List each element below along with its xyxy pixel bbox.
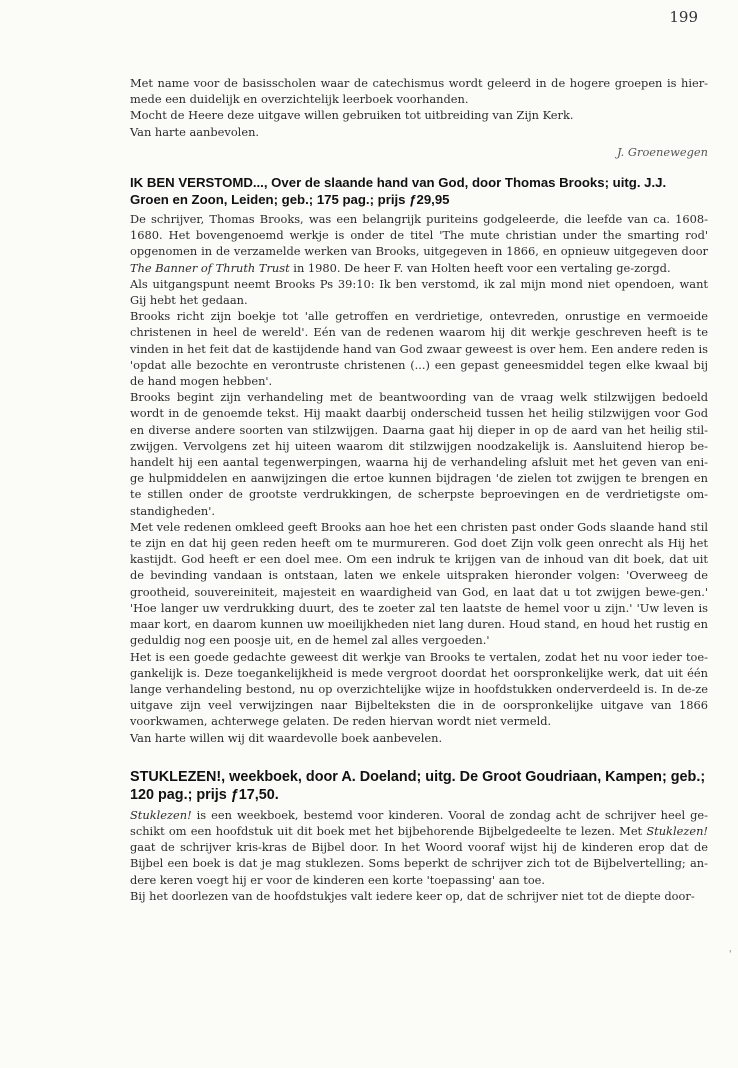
review-paragraph: Bij het doorlezen van de hoofdstukjes valt iedere keer op, dat de schrijver niet tot de diepte door- — [130, 888, 695, 903]
italic-title: Stuklezen! — [130, 807, 192, 822]
review-heading-stuklezen: STUKLEZEN!, weekboek, door A. Doeland; uitg. De Groot Goudriaan, Kampen; geb.; 120 pag.; prijs ƒ17,50. — [130, 768, 706, 803]
text-span: in 1980. De heer F. van Holten heeft voor een vertaling ge-zorgd. — [289, 260, 671, 275]
italic-title: Stuklezen! — [646, 823, 708, 838]
intro-paragraph: Van harte aanbevolen. — [130, 124, 260, 139]
review-paragraph: Van harte willen wij dit waardevolle boek aanbevelen. — [130, 730, 443, 745]
review-paragraph: Als uitgangspunt neemt Brooks Ps 39:10: Ik ben verstomd, ik zal mijn mond niet opendoen, want Gij hebt het gedaan. — [130, 276, 708, 308]
review-paragraph: Het is een goede gedachte geweest dit werkje van Brooks te vertalen, zodat het nu voor ieder toe-gankelijk is. Deze toegankelijkheid is mede vergroot doordat het oorspronkelijke werk, dat uit één lange verhandeling bestond, nu op overzichtelijke wijze in hoofdstukken onderverdeeld is. In de-ze uitgave zijn veel verwijzingen naar Bijbelteksten die in de oorspronkelijke uitgave van 1866 voorkwamen, achterwege gelaten. De reden hiervan wordt niet vermeld. — [130, 649, 708, 729]
review-heading-brooks: IK BEN VERSTOMD..., Over de slaande hand van God, door Thomas Brooks; uitg. J.J. Groen en Zoon, Leiden; geb.; 175 pag.; prijs ƒ29,95 — [130, 175, 667, 208]
margin-mark: ' — [729, 950, 732, 960]
italic-title: The Banner of Thruth Trust — [130, 260, 290, 275]
review-paragraph: Met vele redenen omkleed geeft Brooks aan hoe het een christen past onder Gods slaande hand stil te zijn en dat hij geen reden heeft om te murmureren. God doet Zijn volk geen onrecht als Hij het kastijdt. God heeft er een doel mee. Om een indruk te krijgen van de inhoud van dit boek, dat uit de bevinding vandaan is ontstaan, laten we enkele uitspraken hieronder volgen: 'Overweeg de grootheid, souvereiniteit, majesteit en waardigheid van God, en laat dat u tot zwijgen bewe-gen.' 'Hoe langer uw verdrukking duurt, des te zoeter zal ten laatste de hemel voor u zijn.' 'Uw leven is maar kort, en daarom kunnen uw moeilijkheden niet lang duren. Houd stand, en houd het rustig en geduldig nog een poosje uit, en de hemel zal alles vergoeden.' — [130, 519, 708, 648]
page-content — [130, 75, 708, 904]
text-span: De schrijver, Thomas Brooks, was een belangrijk puriteins godgeleerde, die leefde van ca. 1608-1680. Het bovengenoemd werkje is onder de titel 'The mute christian under the smarting rod' opgenomen in de verzamelde werken van Brooks, uitgegeven in 1866, en opnieuw uitgegeven door — [130, 212, 708, 259]
intro-paragraph: Mocht de Heere deze uitgave willen gebruiken tot uitbreiding van Zijn Kerk. — [130, 108, 574, 123]
text-span: is een weekboek, bestemd voor kinderen. Vooral de zondag acht de schrijver heel ge-schikt om een hoofdstuk uit dit boek met het bijbehorende Bijbelgedeelte te lezen. Met — [130, 807, 708, 838]
review-paragraph — [130, 807, 708, 888]
review-paragraph — [130, 211, 708, 276]
review-paragraph: Brooks richt zijn boekje tot 'alle getroffen en verdrietige, ontevreden, onrustige en vermoeide christenen in heel de wereld'. Eén van de redenen waarom hij dit werkje geschreven heeft is te vinden in het feit dat de kastijdende hand van God zwaar geweest is over hem. Een andere reden is 'opdat alle bezochte en verontruste christenen (...) een gepast geneesmiddel tegen elke kwaal bij de hand mogen hebben'. — [130, 309, 708, 389]
review-paragraph: Brooks begint zijn verhandeling met de beantwoording van de vraag welk stilzwijgen bedoeld wordt in de genoemde tekst. Hij maakt daarbij onderscheid tussen het heilig stilzwijgen voor God en diverse andere soorten van stilzwijgen. Daarna gaat hij dieper in op de aard van het heilig stil-zwijgen. Vervolgens zet hij uiteen waarom dit stilzwijgen noodzakelijk is. Aansluitend hierop be-handelt hij een aantal tegenwerpingen, waarna hij de verhandeling afsluit met het geven van eni-ge hulpmiddelen en aanwijzingen die ertoe kunnen bijdragen 'de zielen tot zwijgen te brengen en te stillen onder de grootste verdrukkingen, de scherpste beproevingen en de verdrietigste om-standigheden'. — [130, 390, 708, 518]
text-span: gaat de schrijver kris-kras de Bijbel door. In het Woord vooraf wijst hij de kinderen erop dat de Bijbel een boek is dat je mag stuklezen. Soms beperkt de schrijver zich tot de Bijbelvertelling; an-dere keren voegt hij er voor de kinderen een korte 'toepassing' aan toe. — [130, 840, 708, 887]
reviewer-signature: J. Groenewegen — [616, 144, 708, 159]
intro-paragraph: Met name voor de basisscholen waar de catechismus wordt geleerd in de hogere groepen is hier-mede een duidelijk en overzichtelijk leerboek voorhanden. — [130, 76, 708, 107]
page-number: 199 — [669, 8, 698, 26]
